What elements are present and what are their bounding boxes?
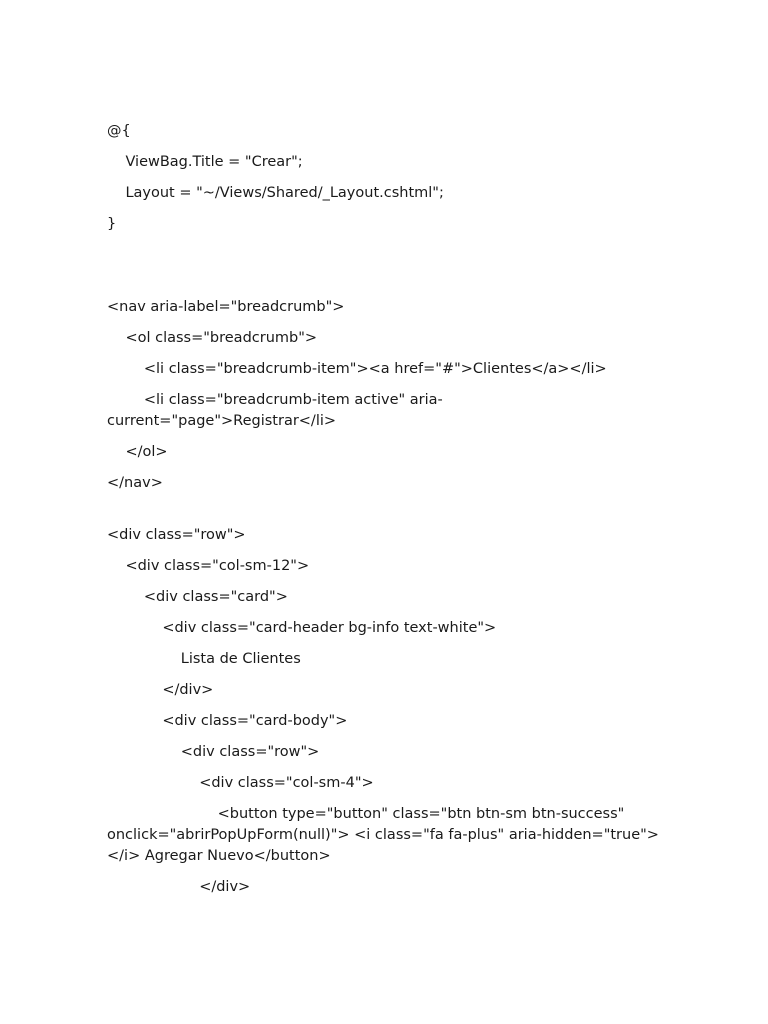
text-line: <div class="card-body"> bbox=[107, 713, 348, 729]
text-line: <button type="button" class="btn btn-sm btn-success" onclick="abrirPopUpForm(null)"> <i class="fa fa-plus" aria-hidden="true"></i> Agregar Nuevo</button> bbox=[107, 806, 659, 864]
text-line: <div class="card-header bg-info text-white"> bbox=[107, 620, 497, 636]
text-line: ViewBag.Title = "Crear"; bbox=[107, 154, 303, 170]
text-line: <div class="col-sm-4"> bbox=[107, 775, 374, 791]
text-line: <div class="row"> bbox=[107, 527, 246, 543]
text-line: <nav aria-label="breadcrumb"> bbox=[107, 299, 345, 315]
document-body bbox=[107, 121, 667, 908]
text-line: </div> bbox=[107, 682, 214, 698]
text-line: <div class="col-sm-12"> bbox=[107, 558, 310, 574]
text-line: </ol> bbox=[107, 444, 168, 460]
text-line: @{ bbox=[107, 123, 131, 139]
blank-space bbox=[107, 245, 667, 297]
text-line: <div class="card"> bbox=[107, 589, 288, 605]
text-line: <ol class="breadcrumb"> bbox=[107, 330, 318, 346]
blank-space bbox=[107, 504, 667, 525]
text-line: </nav> bbox=[107, 475, 163, 491]
text-line: Lista de Clientes bbox=[107, 651, 301, 667]
text-line: Layout = "~/Views/Shared/_Layout.cshtml"; bbox=[107, 185, 444, 201]
text-line: <li class="breadcrumb-item active" aria-current="page">Registrar</li> bbox=[107, 392, 443, 429]
text-line: </div> bbox=[107, 879, 251, 895]
text-line: <li class="breadcrumb-item"><a href="#">Clientes</a></li> bbox=[107, 361, 607, 377]
text-line: <div class="row"> bbox=[107, 744, 320, 760]
text-line: } bbox=[107, 216, 117, 232]
